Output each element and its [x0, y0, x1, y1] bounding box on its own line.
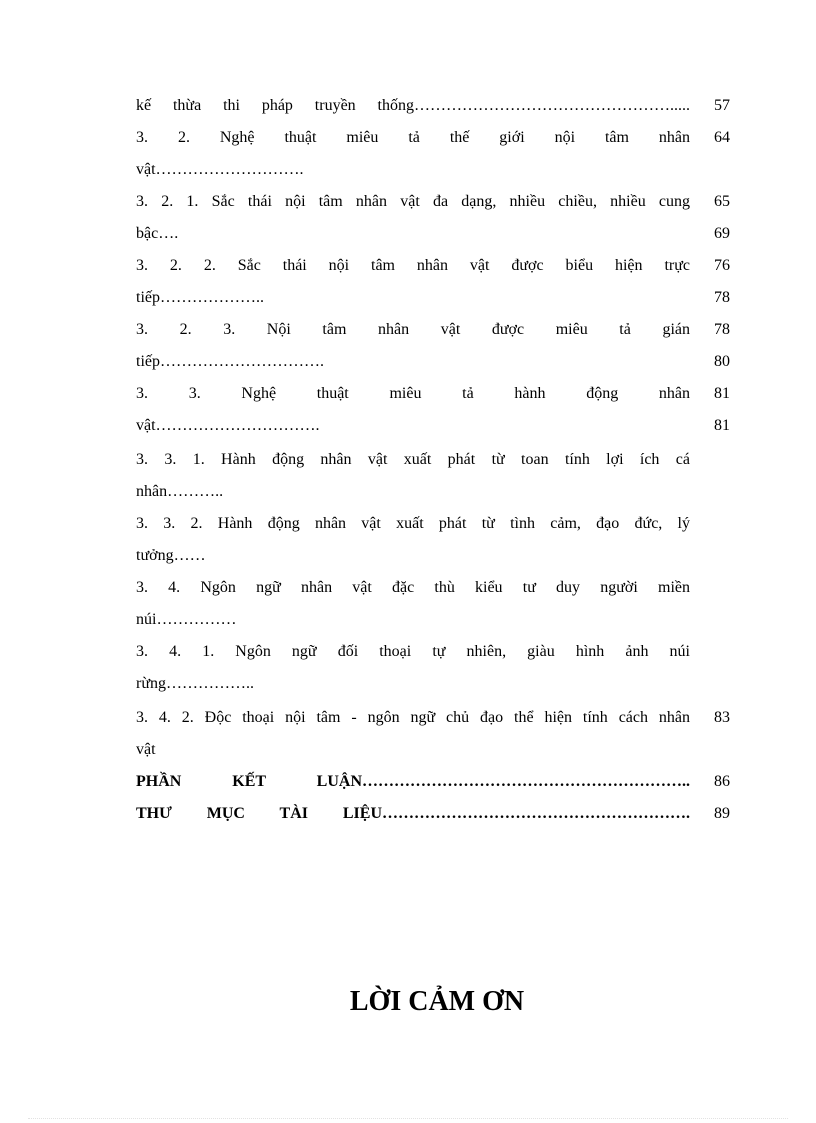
toc-entry-text: nhân………..	[136, 483, 224, 500]
toc-entry	[136, 346, 730, 378]
toc-entry	[136, 444, 730, 476]
toc-entry-page: 78	[714, 289, 730, 306]
toc-entry-text: PHẦN KẾT LUẬN……………………………………………………..	[136, 773, 690, 790]
toc-entry-text: 3. 2. 1. Sắc thái nội tâm nhân vật đa dạng, nhiều chiều, nhiều cung	[136, 193, 690, 210]
toc-entry-text: vật……………………….	[136, 161, 304, 178]
toc-entry-text: kế thừa thi pháp truyền thống………………………………………….....	[136, 97, 690, 114]
toc-entry-page: 76	[714, 257, 730, 274]
toc-entry-page: 80	[714, 353, 730, 370]
toc-entry-page: 69	[714, 225, 730, 242]
toc-entry-text: 3. 3. Nghệ thuật miêu tả hành động nhân	[136, 385, 690, 402]
toc-entry	[136, 186, 730, 218]
toc-entry	[136, 122, 730, 154]
section-heading: LỜI CẢM ƠN	[349, 986, 525, 1017]
toc-entry	[136, 410, 730, 442]
toc-entry	[136, 636, 730, 668]
toc-entry	[136, 702, 730, 734]
toc-entry	[136, 250, 730, 282]
toc-entry-page: 78	[714, 321, 730, 338]
toc-entry	[136, 90, 730, 122]
toc-entry-page: 81	[714, 385, 730, 402]
toc-entry	[136, 604, 730, 636]
toc-entry	[136, 572, 730, 604]
toc-entry-page: 89	[714, 805, 730, 822]
toc-entry-text: 3. 3. 2. Hành động nhân vật xuất phát từ tình cảm, đạo đức, lý	[136, 515, 690, 532]
toc-entry-page: 64	[714, 129, 730, 146]
toc-entry	[136, 314, 730, 346]
page-bottom-rule	[28, 1118, 788, 1119]
toc-entry	[136, 476, 730, 508]
toc-entry-text: vật………………………….	[136, 417, 320, 434]
toc-entry-text: 3. 2. 3. Nội tâm nhân vật được miêu tả gián	[136, 321, 690, 338]
toc-entry-text: tiếp………………………….	[136, 353, 324, 370]
toc-entry-text: THƯ MỤC TÀI LIỆU………………………………………………….	[136, 805, 690, 822]
toc-entry	[136, 378, 730, 410]
toc-entry-text: núi……………	[136, 611, 237, 628]
toc-entry-text: bậc….	[136, 225, 179, 242]
toc-entry-text: tưởng……	[136, 547, 206, 564]
toc-entry-page: 57	[714, 97, 730, 114]
toc-entry	[136, 508, 730, 540]
toc-entry-page: 86	[714, 773, 730, 790]
toc-entry-text: tiếp………………..	[136, 289, 264, 306]
toc-entry-text: 3. 2. 2. Sắc thái nội tâm nhân vật được biểu hiện trực	[136, 257, 690, 274]
toc-entry	[136, 766, 730, 798]
toc-entry-page: 83	[714, 709, 730, 726]
toc-entry	[136, 798, 730, 830]
toc-entry	[136, 154, 730, 186]
toc-entry	[136, 282, 730, 314]
toc-entry	[136, 668, 730, 700]
toc-entry-page: 65	[714, 193, 730, 210]
toc-entry-page: 81	[714, 417, 730, 434]
toc-entry	[136, 218, 730, 250]
toc-entry-text: 3. 2. Nghệ thuật miêu tả thế giới nội tâm nhân	[136, 129, 690, 146]
toc-entry-text: 3. 4. 1. Ngôn ngữ đối thoại tự nhiên, giàu hình ảnh núi	[136, 643, 690, 660]
toc-entry-text: vật	[136, 741, 156, 758]
toc-entry	[136, 734, 730, 766]
toc-entry-text: 3. 3. 1. Hành động nhân vật xuất phát từ toan tính lợi ích cá	[136, 451, 690, 468]
toc-entry-text: rừng……………..	[136, 675, 254, 692]
toc-entry	[136, 540, 730, 572]
toc-entry-text: 3. 4. Ngôn ngữ nhân vật đặc thù kiểu tư duy người miền	[136, 579, 690, 596]
toc-entry-text: 3. 4. 2. Độc thoại nội tâm - ngôn ngữ chủ đạo thể hiện tính cách nhân	[136, 709, 690, 726]
